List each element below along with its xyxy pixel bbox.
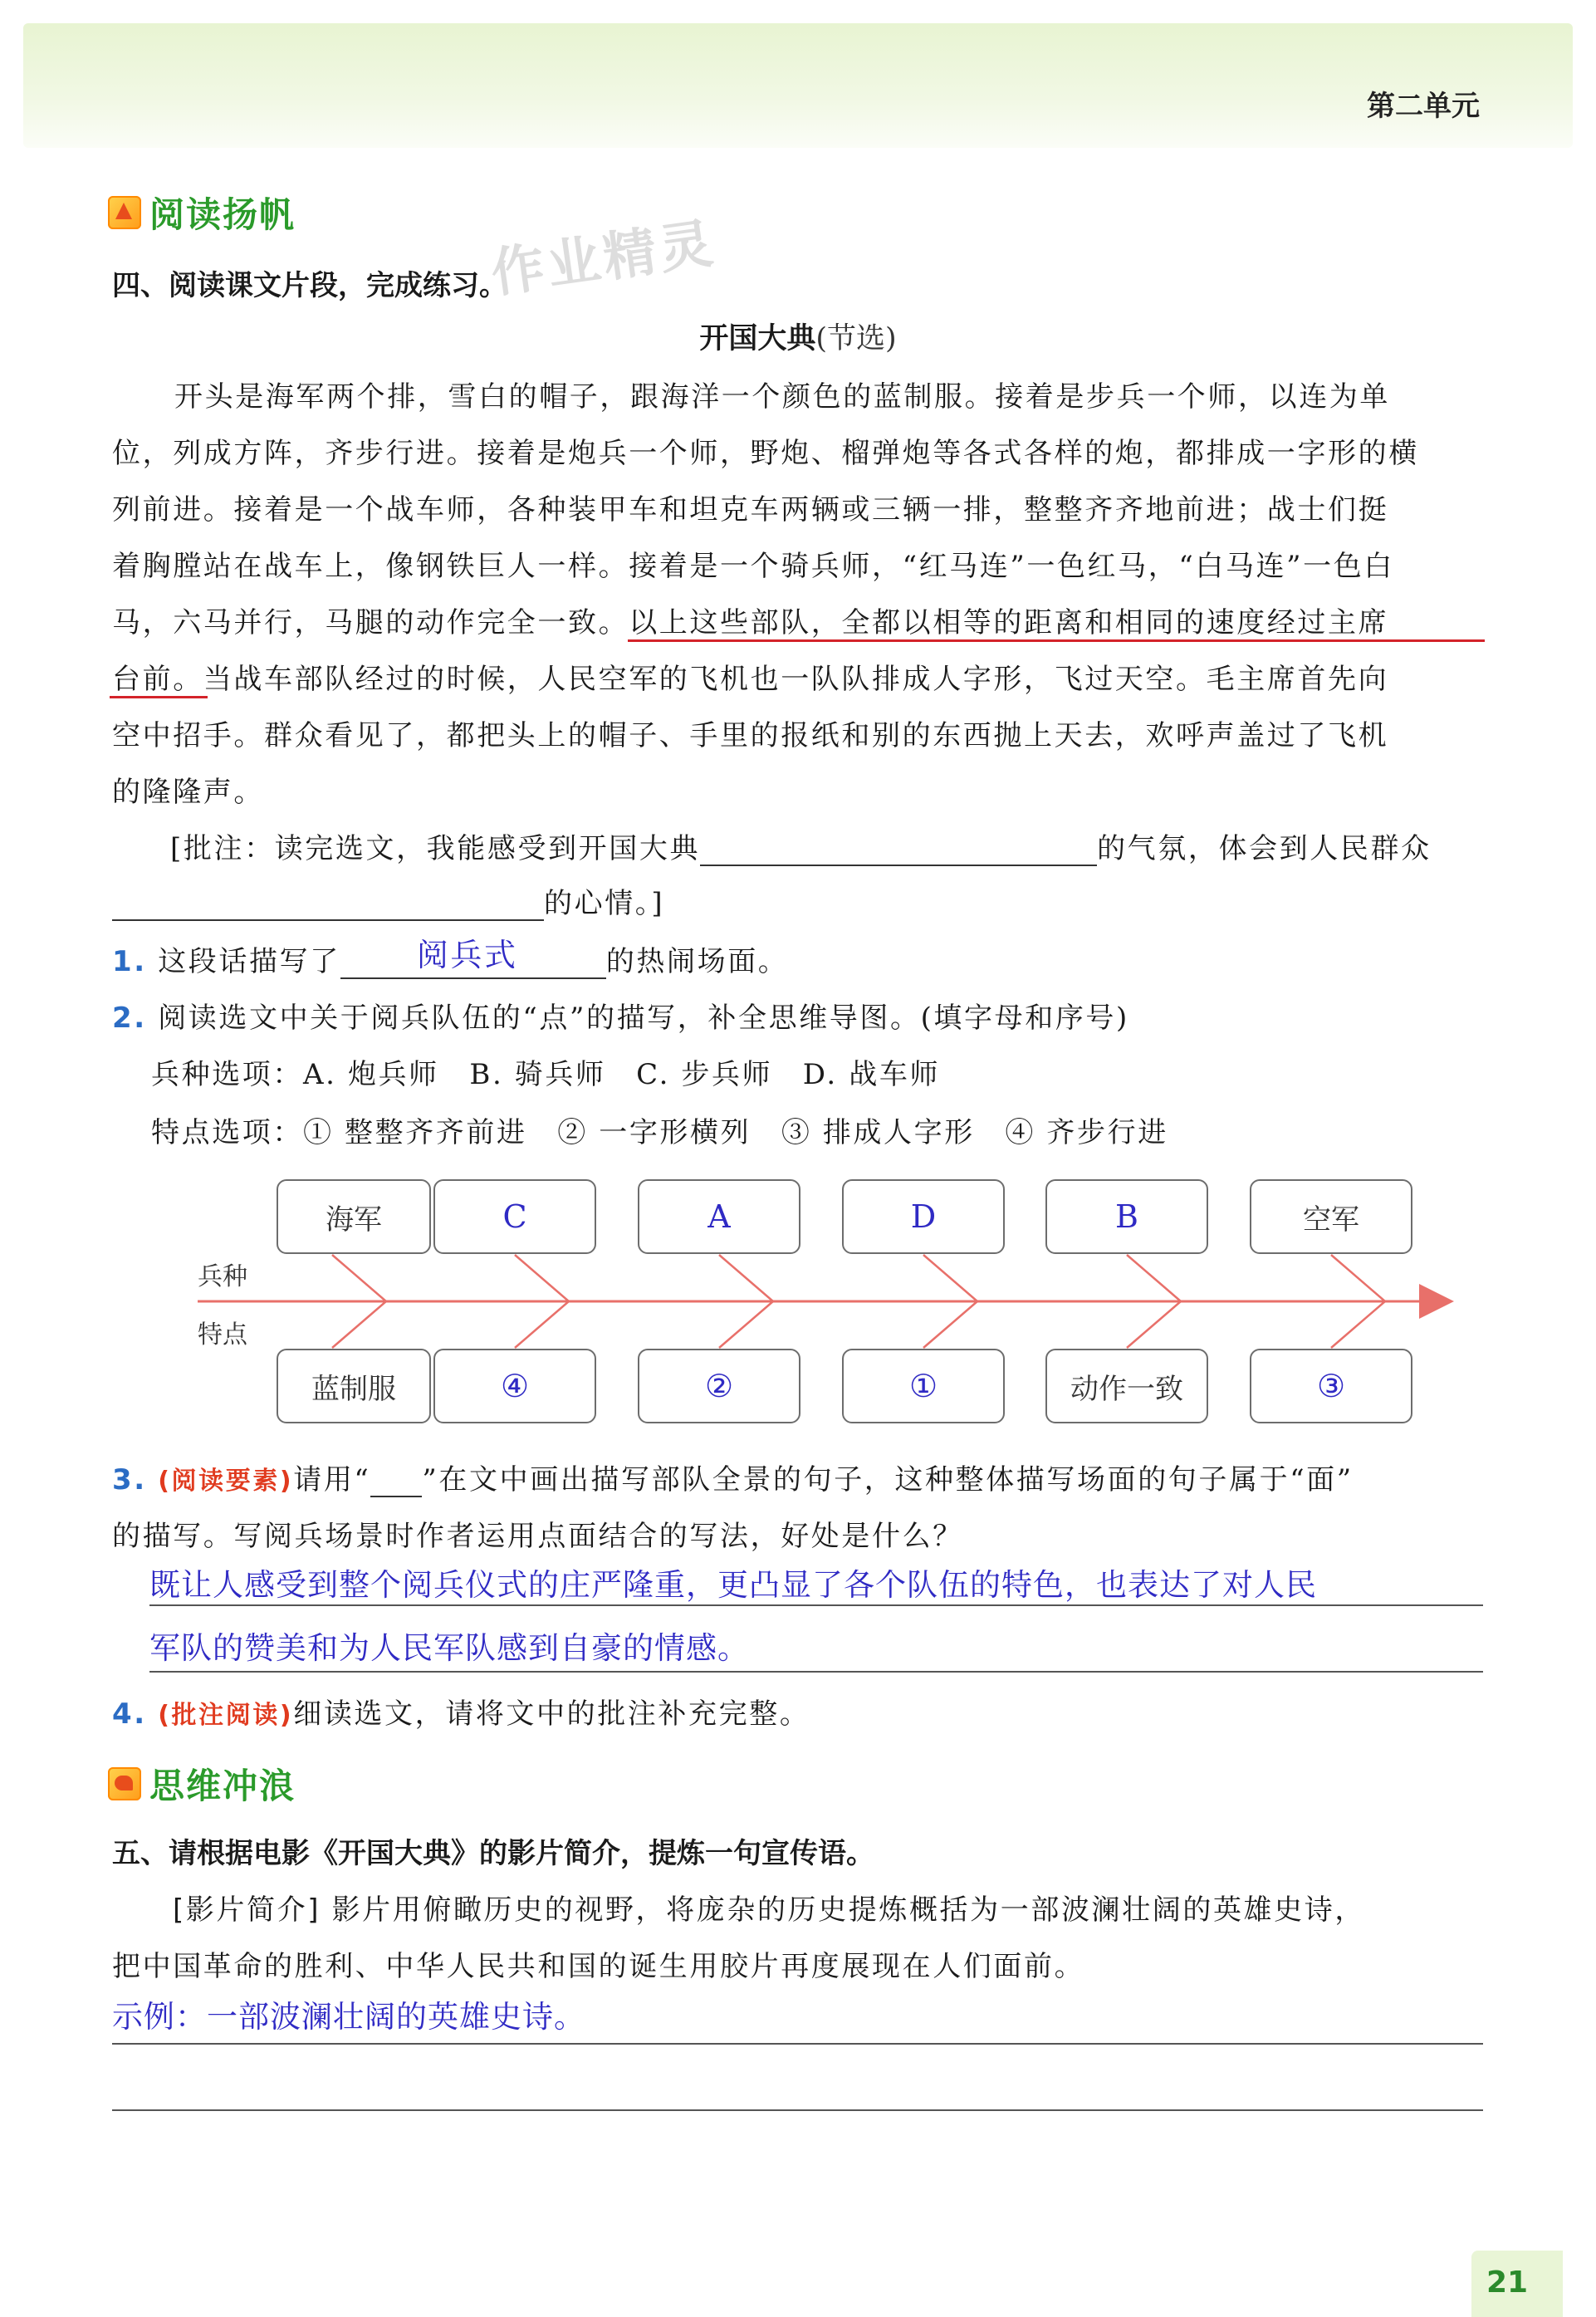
troop-box-navy: 海军 <box>277 1179 431 1254</box>
question-3-cont: 的描写。写阅兵场景时作者运用点面结合的写法，好处是什么？ <box>112 1520 963 1553</box>
passage-line: 开头是海军两个排，雪白的帽子，跟海洋一个颜色的蓝制服。接着是步兵一个师，以连为单 <box>174 380 1390 414</box>
passage-line: 位，列成方阵，齐步行进。接着是炮兵一个师，野炮、榴弹炮等各式各样的炮，都排成一字形的横 <box>112 437 1419 470</box>
question-text: 请用“ <box>293 1463 371 1496</box>
fishbone-ribs <box>332 1255 1385 1348</box>
passage-line: 着胸膛站在战车上，像钢铁巨人一样。接着是一个骑兵师，“红马连”一色红马，“白马连”一色白 <box>112 550 1394 583</box>
film-intro-text: 影片用俯瞰历史的视野，将庞杂的历史提炼概括为一部波澜壮阔的英雄史诗， <box>331 1893 1365 1927</box>
passage-line: 台前。当战车部队经过的时候，人民空军的飞机也一队队排成人字形，飞过天空。毛主席首先向 <box>112 663 1389 696</box>
sail-icon <box>108 196 141 229</box>
question-text: 这段话描写了 <box>158 945 340 978</box>
unit-label: 第二单元 <box>1367 90 1480 123</box>
question-3 <box>112 1457 1354 1497</box>
diagram-label-troops: 兵种 <box>198 1262 247 1291</box>
annotation-text: [批注：读完选文，我能感受到开国大典 <box>170 832 701 865</box>
annotation-line <box>170 825 1432 866</box>
passage-line: 列前进。接着是一个战车师，各种装甲车和坦克车两辆或三辆一排，整整齐齐地前进；战士们挺 <box>112 493 1389 527</box>
passage-subtitle: (节选) <box>815 322 897 355</box>
option-list-troops: 兵种选项：A. 炮兵师 B. 骑兵师 C. 步兵师 D. 战车师 <box>151 1058 941 1091</box>
feature-box-coordination: 动作一致 <box>1045 1349 1208 1423</box>
handwritten-answer: 军队的赞美和为人民军队感到自豪的情感。 <box>149 1630 749 1666</box>
annotation-text: 的气氛，体会到人民群众 <box>1097 832 1432 865</box>
watermark: 作业精灵 <box>487 213 720 306</box>
question-number: 4. <box>112 1697 147 1731</box>
film-intro-label: [影片简介] <box>173 1893 321 1927</box>
section-title: 阅读扬帆 <box>149 194 296 235</box>
section-reading <box>108 188 296 238</box>
annotation-text: 的心情。] <box>544 887 665 920</box>
question-tag: (批注阅读) <box>158 1701 294 1730</box>
answer-line[interactable] <box>149 1604 1483 1606</box>
feature-box-uniform: 蓝制服 <box>277 1349 431 1423</box>
annotation-blank[interactable] <box>700 831 1097 866</box>
film-intro <box>173 1887 1365 1928</box>
feature-box-answer[interactable]: ② <box>638 1349 800 1423</box>
red-underline <box>628 639 1485 642</box>
handwritten-answer: 示例：一部波澜壮阔的英雄史诗。 <box>112 1999 585 2035</box>
question-2 <box>112 995 1129 1036</box>
section-thinking <box>108 1759 296 1809</box>
question-number: 2. <box>112 1002 147 1035</box>
passage-line: 空中招手。群众看见了，都把头上的帽子、手里的报纸和别的东西抛上天去，欢呼声盖过了飞机 <box>112 719 1389 752</box>
troop-box-airforce: 空军 <box>1250 1179 1412 1254</box>
annotation-blank[interactable] <box>112 886 544 921</box>
question-4-sub <box>112 1691 810 1732</box>
feature-box-answer[interactable]: ③ <box>1250 1349 1412 1423</box>
header-band <box>23 23 1573 148</box>
passage-line: 马，六马并行，马腿的动作完全一致。以上这些部队，全都以相等的距离和相同的速度经过主席 <box>112 606 1389 639</box>
page-number: 21 <box>1486 2266 1529 2300</box>
diagram-label-features: 特点 <box>198 1320 247 1350</box>
annotation-line <box>112 880 664 921</box>
feature-box-answer[interactable]: ① <box>842 1349 1005 1423</box>
symbol-blank <box>370 1471 422 1497</box>
handwritten-answer: 既让人感受到整个阅兵仪式的庄严隆重，更凸显了各个队伍的特色，也表达了对人民 <box>149 1567 1317 1603</box>
answer-line[interactable] <box>149 1671 1483 1673</box>
question-1 <box>112 938 788 979</box>
question-tag: (阅读要素) <box>158 1467 294 1496</box>
troop-box-answer[interactable]: B <box>1045 1179 1208 1254</box>
question-4-heading: 四、阅读课文片段，完成练习。 <box>112 269 507 302</box>
answer-blank[interactable] <box>340 937 606 979</box>
passage-line: 的隆隆声。 <box>112 776 264 809</box>
question-number: 3. <box>112 1463 147 1496</box>
film-intro-cont: 把中国革命的胜利、中华人民共和国的诞生用胶片再度展现在人们面前。 <box>112 1950 1085 1983</box>
troop-box-answer[interactable]: A <box>638 1179 800 1254</box>
troop-box-answer[interactable]: D <box>842 1179 1005 1254</box>
question-text: 阅读选文中关于阅兵队伍的“点”的描写，补全思维导图。(填字母和序号) <box>158 1002 1129 1035</box>
question-5-heading: 五、请根据电影《开国大典》的影片简介，提炼一句宣传语。 <box>112 1837 874 1870</box>
passage-title-text: 开国大典 <box>699 322 816 355</box>
answer-line[interactable] <box>112 2109 1483 2111</box>
question-text: ”在文中画出描写部队全景的句子，这种整体描写场面的句子属于“面” <box>422 1463 1354 1496</box>
red-underline <box>110 696 208 698</box>
question-number: 1. <box>112 945 147 978</box>
question-text: 的热闹场面。 <box>605 945 789 978</box>
option-list-features: 特点选项：① 整整齐齐前进 ② 一字形横列 ③ 排成人字形 ④ 齐步行进 <box>151 1116 1168 1149</box>
page-number-tab <box>1471 2251 1563 2317</box>
handwritten-answer: 阅兵式 <box>416 937 518 973</box>
section-title: 思维冲浪 <box>149 1766 296 1806</box>
feature-box-answer[interactable]: ④ <box>433 1349 596 1423</box>
answer-line[interactable] <box>112 2043 1483 2045</box>
troop-box-answer[interactable]: C <box>433 1179 596 1254</box>
wave-icon <box>108 1767 141 1800</box>
question-text: 细读选文，请将文中的批注补充完整。 <box>293 1697 810 1731</box>
passage-title <box>0 316 1596 357</box>
